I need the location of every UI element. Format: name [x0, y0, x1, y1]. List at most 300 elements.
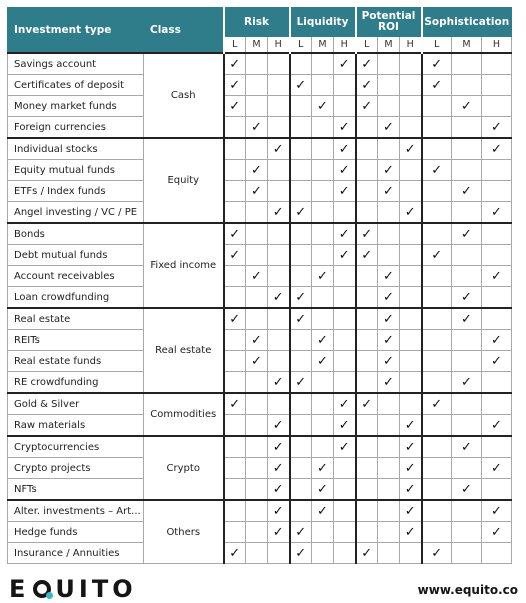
empty-cell [422, 181, 452, 202]
empty-cell [334, 522, 356, 543]
table-row [8, 223, 512, 245]
empty-cell [422, 351, 452, 372]
level-header-h: H [334, 37, 356, 54]
investment-type-cell: Alter. investments – Art... [8, 500, 144, 522]
check-icon: ✓ [482, 138, 512, 160]
empty-cell [224, 479, 246, 501]
empty-cell [378, 138, 400, 160]
empty-cell [400, 53, 422, 75]
empty-cell [290, 436, 312, 458]
empty-cell [268, 266, 290, 287]
header-class: Class [144, 8, 224, 54]
investment-type-cell: Real estate [8, 308, 144, 330]
level-header-m: M [246, 37, 268, 54]
table-row [8, 96, 512, 117]
check-icon: ✓ [224, 223, 246, 245]
level-header-l: L [422, 37, 452, 54]
empty-cell [246, 138, 268, 160]
investment-type-cell: Foreign currencies [8, 117, 144, 139]
empty-cell [246, 436, 268, 458]
check-icon: ✓ [268, 458, 290, 479]
table-row [8, 479, 512, 501]
check-icon: ✓ [246, 266, 268, 287]
empty-cell [312, 245, 334, 266]
check-icon: ✓ [268, 138, 290, 160]
level-header-h: H [482, 37, 512, 54]
check-icon: ✓ [246, 330, 268, 351]
logo-text-start: E [9, 575, 30, 603]
empty-cell [482, 96, 512, 117]
empty-cell [422, 287, 452, 309]
empty-cell [378, 522, 400, 543]
empty-cell [290, 223, 312, 245]
level-header-l: L [290, 37, 312, 54]
check-icon: ✓ [378, 351, 400, 372]
empty-cell [356, 372, 378, 394]
header-risk: Risk [224, 8, 290, 37]
check-icon: ✓ [400, 522, 422, 543]
equito-logo [9, 575, 137, 603]
empty-cell [482, 393, 512, 415]
empty-cell [334, 543, 356, 564]
check-icon: ✓ [378, 181, 400, 202]
empty-cell [356, 181, 378, 202]
empty-cell [268, 75, 290, 96]
empty-cell [334, 372, 356, 394]
check-icon: ✓ [400, 500, 422, 522]
check-icon: ✓ [268, 479, 290, 501]
empty-cell [422, 138, 452, 160]
empty-cell [452, 543, 482, 564]
empty-cell [452, 117, 482, 139]
check-icon: ✓ [356, 96, 378, 117]
empty-cell [378, 415, 400, 437]
empty-cell [334, 330, 356, 351]
table-row [8, 245, 512, 266]
check-icon: ✓ [334, 393, 356, 415]
empty-cell [224, 415, 246, 437]
empty-cell [246, 543, 268, 564]
investment-type-cell: Money market funds [8, 96, 144, 117]
empty-cell [246, 202, 268, 224]
empty-cell [334, 351, 356, 372]
table-row [8, 266, 512, 287]
empty-cell [422, 330, 452, 351]
investment-type-cell: Account receivables [8, 266, 144, 287]
empty-cell [312, 117, 334, 139]
empty-cell [290, 266, 312, 287]
empty-cell [334, 479, 356, 501]
check-icon: ✓ [482, 458, 512, 479]
check-icon: ✓ [246, 160, 268, 181]
check-icon: ✓ [268, 436, 290, 458]
empty-cell [482, 308, 512, 330]
check-icon: ✓ [422, 393, 452, 415]
empty-cell [268, 351, 290, 372]
empty-cell [224, 181, 246, 202]
empty-cell [452, 415, 482, 437]
check-icon: ✓ [268, 500, 290, 522]
empty-cell [246, 458, 268, 479]
empty-cell [400, 287, 422, 309]
class-cell: Commodities [144, 393, 224, 436]
empty-cell [224, 138, 246, 160]
empty-cell [422, 479, 452, 501]
investment-type-cell: Equity mutual funds [8, 160, 144, 181]
empty-cell [268, 160, 290, 181]
empty-cell [378, 458, 400, 479]
empty-cell [268, 181, 290, 202]
check-icon: ✓ [422, 543, 452, 564]
empty-cell [334, 266, 356, 287]
empty-cell [224, 117, 246, 139]
empty-cell [422, 308, 452, 330]
empty-cell [400, 330, 422, 351]
empty-cell [312, 53, 334, 75]
empty-cell [246, 245, 268, 266]
level-header-l: L [224, 37, 246, 54]
empty-cell [290, 500, 312, 522]
empty-cell [452, 351, 482, 372]
empty-cell [224, 372, 246, 394]
empty-cell [452, 330, 482, 351]
check-icon: ✓ [290, 202, 312, 224]
check-icon: ✓ [356, 53, 378, 75]
check-icon: ✓ [224, 96, 246, 117]
investment-type-cell: Crypto projects [8, 458, 144, 479]
check-icon: ✓ [312, 458, 334, 479]
empty-cell [246, 75, 268, 96]
check-icon: ✓ [452, 308, 482, 330]
empty-cell [378, 223, 400, 245]
empty-cell [356, 522, 378, 543]
investment-type-cell: Insurance / Annuities [8, 543, 144, 564]
empty-cell [422, 96, 452, 117]
table-header [8, 8, 512, 54]
empty-cell [268, 308, 290, 330]
empty-cell [400, 96, 422, 117]
empty-cell [246, 372, 268, 394]
check-icon: ✓ [452, 436, 482, 458]
empty-cell [452, 522, 482, 543]
check-icon: ✓ [224, 75, 246, 96]
empty-cell [400, 308, 422, 330]
table-row [8, 351, 512, 372]
empty-cell [482, 75, 512, 96]
check-icon: ✓ [482, 117, 512, 139]
check-icon: ✓ [400, 479, 422, 501]
logo-text-end: UITO [55, 575, 137, 603]
empty-cell [422, 202, 452, 224]
empty-cell [400, 75, 422, 96]
check-icon: ✓ [378, 372, 400, 394]
empty-cell [356, 117, 378, 139]
empty-cell [268, 330, 290, 351]
empty-cell [312, 160, 334, 181]
empty-cell [224, 351, 246, 372]
level-header-m: M [452, 37, 482, 54]
empty-cell [452, 245, 482, 266]
empty-cell [356, 330, 378, 351]
empty-cell [224, 500, 246, 522]
header-potential-roi: Potential ROI [356, 8, 422, 37]
check-icon: ✓ [224, 393, 246, 415]
investment-type-cell: Hedge funds [8, 522, 144, 543]
empty-cell [482, 53, 512, 75]
check-icon: ✓ [452, 479, 482, 501]
empty-cell [312, 138, 334, 160]
check-icon: ✓ [356, 245, 378, 266]
empty-cell [224, 287, 246, 309]
empty-cell [312, 223, 334, 245]
table-row [8, 138, 512, 160]
empty-cell [246, 500, 268, 522]
check-icon: ✓ [400, 138, 422, 160]
check-icon: ✓ [334, 53, 356, 75]
check-icon: ✓ [452, 181, 482, 202]
check-icon: ✓ [290, 287, 312, 309]
empty-cell [378, 96, 400, 117]
check-icon: ✓ [452, 372, 482, 394]
investment-type-cell: REITs [8, 330, 144, 351]
empty-cell [246, 308, 268, 330]
check-icon: ✓ [334, 415, 356, 437]
investment-type-cell: Bonds [8, 223, 144, 245]
empty-cell [422, 522, 452, 543]
empty-cell [312, 308, 334, 330]
empty-cell [400, 160, 422, 181]
empty-cell [378, 202, 400, 224]
empty-cell [422, 372, 452, 394]
empty-cell [312, 393, 334, 415]
empty-cell [224, 330, 246, 351]
empty-cell [378, 436, 400, 458]
empty-cell [400, 117, 422, 139]
empty-cell [482, 223, 512, 245]
empty-cell [312, 436, 334, 458]
empty-cell [246, 287, 268, 309]
empty-cell [268, 393, 290, 415]
empty-cell [246, 479, 268, 501]
empty-cell [400, 266, 422, 287]
check-icon: ✓ [312, 266, 334, 287]
empty-cell [452, 202, 482, 224]
check-icon: ✓ [400, 458, 422, 479]
investment-type-cell: Individual stocks [8, 138, 144, 160]
header-liquidity: Liquidity [290, 8, 356, 37]
empty-cell [268, 117, 290, 139]
level-header-m: M [312, 37, 334, 54]
check-icon: ✓ [422, 160, 452, 181]
check-icon: ✓ [422, 245, 452, 266]
empty-cell [482, 543, 512, 564]
check-icon: ✓ [400, 415, 422, 437]
investment-type-cell: Debt mutual funds [8, 245, 144, 266]
table-row [8, 117, 512, 139]
empty-cell [312, 181, 334, 202]
check-icon: ✓ [224, 308, 246, 330]
empty-cell [334, 458, 356, 479]
investment-type-cell: Cryptocurrencies [8, 436, 144, 458]
empty-cell [312, 75, 334, 96]
empty-cell [400, 181, 422, 202]
check-icon: ✓ [378, 287, 400, 309]
check-icon: ✓ [356, 543, 378, 564]
class-cell: Real estate [144, 308, 224, 393]
investment-type-cell: Certificates of deposit [8, 75, 144, 96]
empty-cell [452, 458, 482, 479]
check-icon: ✓ [268, 287, 290, 309]
empty-cell [334, 500, 356, 522]
empty-cell [334, 287, 356, 309]
check-icon: ✓ [422, 53, 452, 75]
empty-cell [452, 160, 482, 181]
investment-type-cell: Loan crowdfunding [8, 287, 144, 309]
empty-cell [290, 393, 312, 415]
empty-cell [224, 436, 246, 458]
empty-cell [482, 160, 512, 181]
check-icon: ✓ [422, 75, 452, 96]
empty-cell [290, 458, 312, 479]
table-row [8, 75, 512, 96]
investment-type-cell: Gold & Silver [8, 393, 144, 415]
check-icon: ✓ [378, 308, 400, 330]
check-icon: ✓ [312, 330, 334, 351]
empty-cell [246, 415, 268, 437]
empty-cell [452, 266, 482, 287]
empty-cell [356, 202, 378, 224]
empty-cell [378, 500, 400, 522]
check-icon: ✓ [452, 287, 482, 309]
empty-cell [356, 308, 378, 330]
empty-cell [378, 53, 400, 75]
check-icon: ✓ [378, 330, 400, 351]
check-icon: ✓ [482, 330, 512, 351]
check-icon: ✓ [312, 96, 334, 117]
investment-type-cell: Savings account [8, 53, 144, 75]
empty-cell [422, 117, 452, 139]
empty-cell [400, 223, 422, 245]
empty-cell [334, 75, 356, 96]
empty-cell [224, 266, 246, 287]
empty-cell [312, 287, 334, 309]
check-icon: ✓ [334, 223, 356, 245]
empty-cell [246, 522, 268, 543]
check-icon: ✓ [400, 202, 422, 224]
empty-cell [290, 117, 312, 139]
check-icon: ✓ [268, 372, 290, 394]
check-icon: ✓ [334, 436, 356, 458]
empty-cell [312, 202, 334, 224]
empty-cell [378, 245, 400, 266]
empty-cell [378, 393, 400, 415]
level-header-h: H [268, 37, 290, 54]
empty-cell [246, 53, 268, 75]
empty-cell [400, 372, 422, 394]
class-cell: Fixed income [144, 223, 224, 308]
table-row [8, 53, 512, 75]
check-icon: ✓ [224, 245, 246, 266]
empty-cell [268, 543, 290, 564]
check-icon: ✓ [268, 415, 290, 437]
empty-cell [246, 223, 268, 245]
empty-cell [290, 53, 312, 75]
table-row [8, 458, 512, 479]
empty-cell [400, 393, 422, 415]
empty-cell [356, 458, 378, 479]
logo-q-icon [33, 580, 51, 598]
empty-cell [290, 415, 312, 437]
empty-cell [400, 543, 422, 564]
empty-cell [290, 351, 312, 372]
empty-cell [378, 75, 400, 96]
check-icon: ✓ [290, 372, 312, 394]
empty-cell [482, 372, 512, 394]
check-icon: ✓ [452, 223, 482, 245]
empty-cell [268, 245, 290, 266]
table-row [8, 522, 512, 543]
check-icon: ✓ [290, 522, 312, 543]
check-icon: ✓ [400, 436, 422, 458]
empty-cell [452, 53, 482, 75]
investment-comparison-table [7, 7, 512, 564]
investment-type-cell: NFTs [8, 479, 144, 501]
level-header-h: H [400, 37, 422, 54]
empty-cell [356, 287, 378, 309]
table-row [8, 415, 512, 437]
check-icon: ✓ [290, 75, 312, 96]
check-icon: ✓ [312, 351, 334, 372]
empty-cell [422, 223, 452, 245]
check-icon: ✓ [334, 117, 356, 139]
empty-cell [400, 351, 422, 372]
empty-cell [268, 53, 290, 75]
level-header-l: L [356, 37, 378, 54]
check-icon: ✓ [224, 53, 246, 75]
empty-cell [356, 138, 378, 160]
empty-cell [290, 479, 312, 501]
empty-cell [290, 160, 312, 181]
investment-type-cell: RE crowdfunding [8, 372, 144, 394]
empty-cell [246, 393, 268, 415]
empty-cell [378, 543, 400, 564]
empty-cell [452, 500, 482, 522]
empty-cell [378, 479, 400, 501]
check-icon: ✓ [290, 543, 312, 564]
investment-type-cell: Raw materials [8, 415, 144, 437]
table-row [8, 500, 512, 522]
table-row [8, 393, 512, 415]
empty-cell [482, 287, 512, 309]
class-cell: Crypto [144, 436, 224, 500]
check-icon: ✓ [482, 351, 512, 372]
table-row [8, 308, 512, 330]
empty-cell [290, 330, 312, 351]
empty-cell [452, 75, 482, 96]
empty-cell [246, 96, 268, 117]
empty-cell [312, 372, 334, 394]
check-icon: ✓ [334, 245, 356, 266]
empty-cell [422, 436, 452, 458]
empty-cell [356, 500, 378, 522]
empty-cell [356, 351, 378, 372]
empty-cell [334, 96, 356, 117]
empty-cell [290, 245, 312, 266]
empty-cell [224, 458, 246, 479]
class-cell: Equity [144, 138, 224, 223]
check-icon: ✓ [312, 500, 334, 522]
check-icon: ✓ [482, 266, 512, 287]
